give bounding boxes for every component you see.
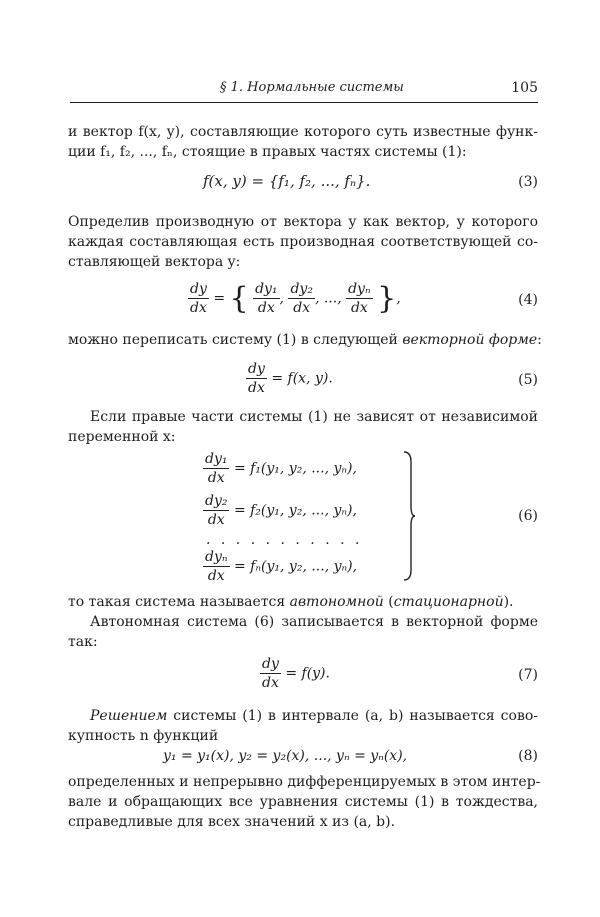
equation-number: (5)	[518, 372, 538, 388]
running-header	[70, 80, 538, 102]
equation-number: (8)	[518, 748, 538, 764]
text-line: справедливые для всех значений x из (a, b).	[68, 814, 396, 830]
equation-row: $\frac{\text{dy₁}}{dx}$ = f₁(y₁, y₂, ..., yₙ),	[205, 451, 357, 486]
text-line: ции f₁, f₂, ..., fₙ, стоящие в правых частях системы (1):	[68, 144, 467, 160]
text-line: и вектор f(x, y), составляющие которого суть известные функ-	[68, 124, 538, 140]
emphasis: векторной форме	[402, 332, 538, 348]
emphasis: автономной	[289, 594, 384, 610]
paragraph-8	[68, 772, 541, 832]
text-line: ставляющей вектора y:	[68, 254, 241, 270]
equation-4	[68, 280, 538, 324]
paragraph-1	[68, 122, 538, 162]
equation-6	[68, 450, 538, 585]
text-line: переменной x:	[68, 429, 176, 445]
emphasis: Решением	[90, 708, 168, 724]
header-rule	[70, 102, 538, 103]
paragraph-2	[68, 212, 538, 272]
equation-dots: . . . . . . . . . . .	[206, 532, 363, 548]
equation-row: $\frac{\text{dyₙ}}{dx}$ = fₙ(y₁, y₂, ..., yₙ),	[205, 549, 358, 584]
paragraph-7	[68, 706, 538, 746]
text-line: можно переписать систему (1) в следующей векторной форме:	[68, 332, 542, 348]
section-title: § 1. Нормальные системы	[220, 80, 404, 95]
text-line: купность n функций	[68, 728, 219, 744]
equation-body: f(x, y) = {f₁, f₂, ..., fₙ}.	[203, 172, 371, 190]
equation-3	[68, 170, 538, 198]
equation-number: (3)	[518, 174, 538, 190]
equation-body: $\frac{dy}{dx}$ = f(x, y).	[248, 361, 333, 396]
text-line: так:	[68, 634, 98, 650]
paragraph-3	[68, 330, 542, 350]
equation-row: $\frac{\text{dy₂}}{dx}$ = f₂(y₁, y₂, ..., yₙ),	[205, 493, 357, 528]
paragraph-4	[68, 407, 538, 447]
equation-number: (7)	[518, 667, 538, 683]
text-line: Определив производную от вектора y как вектор, у которого	[68, 214, 538, 230]
equation-number: (4)	[518, 292, 538, 308]
equation-7	[68, 655, 538, 695]
equation-5	[68, 360, 538, 400]
equation-number: (6)	[518, 508, 538, 524]
equation-8	[68, 748, 538, 770]
paragraph-6	[68, 612, 538, 652]
equation-body: $\frac{dy}{dx}$ = f(y).	[262, 656, 330, 691]
text-line: вале и обращающих все уравнения системы (1) в тождества,	[68, 794, 538, 810]
equation-body: y₁ = y₁(x), y₂ = y₂(x), ..., yₙ = yₙ(x),	[163, 748, 408, 764]
text-line: Автономная система (6) записывается в векторной форме	[90, 614, 538, 630]
emphasis: стационарной	[393, 594, 504, 610]
text-line: то такая система называется автономной (стационарной).	[68, 594, 514, 610]
paragraph-5	[68, 592, 538, 612]
text-line: каждая составляющая есть производная соответствующей со-	[68, 234, 538, 250]
right-brace	[402, 450, 416, 582]
text-line: определенных и непрерывно дифференцируемых в этом интер-	[68, 774, 541, 790]
text-line: Решением системы (1) в интервале (a, b) называется сово-	[90, 708, 538, 724]
page-number: 105	[511, 80, 538, 96]
text-line: Если правые части системы (1) не зависят от независимой	[90, 409, 538, 425]
equation-body: $\frac{dy}{dx}$ = { $\frac{\text{dy₁}}{dx}$ , $\frac{\text{dy₂}}{dx}$ , ..., $\frac{\text{dyₙ}}{dx}$ },	[190, 281, 401, 316]
